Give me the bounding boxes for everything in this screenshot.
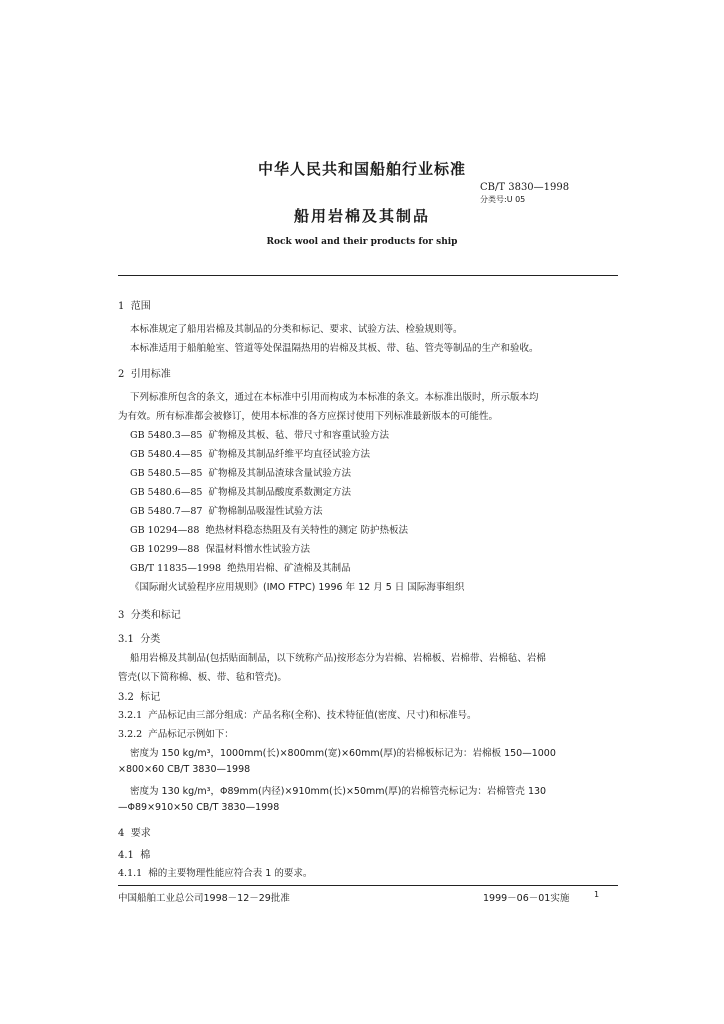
section-3-2-1-number: 3.2.1 [118,710,143,721]
reference-code: GB 5480.3—85 [130,430,203,441]
footer-divider [118,885,618,886]
reference-code: GB 5480.6—85 [130,487,203,498]
section-4-1-1 [118,865,312,879]
section-4-number: 4 [118,828,125,839]
header-divider [118,275,618,276]
reference-code: GB/T 11835—1998 [130,563,222,574]
reference-item [130,541,310,555]
reference-title: 绝热用岩棉、矿渣棉及其制品 [227,563,351,574]
standard-agency: 中华人民共和国船舶行业标准 [257,160,466,178]
standard-code: CB/T 3830—1998 [480,182,570,193]
section-1-para-1: 本标准规定了船用岩棉及其制品的分类和标记、要求、试验方法、检验规则等。 [130,324,463,335]
example-2-line-2: —Φ89×910×50 CB/T 3830—1998 [118,802,280,813]
section-2-title: 引用标准 [130,369,171,380]
section-1-heading [118,297,151,312]
section-3-number: 3 [118,610,125,621]
section-3-1-para-line-1: 船用岩棉及其制品(包括贴面制品，以下统称产品)按形态分为岩棉、岩棉板、岩棉带、岩棉毡、岩棉 [130,653,546,664]
section-4-1-1-text: 棉的主要物理性能应符合表 1 的要求。 [148,868,313,879]
section-3-2-1 [118,707,477,721]
reference-item [130,560,351,574]
section-3-2-2 [118,726,234,740]
section-2-intro-line-2: 为有效。所有标准都会被修订，使用本标准的各方应探讨使用下列标准最新版本的可能性。 [118,411,499,422]
example-1-line-2: ×800×60 CB/T 3830—1998 [118,764,251,775]
section-3-2-title: 标记 [140,692,161,703]
section-3-1-title: 分类 [140,634,161,645]
approval-date: 中国船舶工业总公司1998－12－29批准 [118,893,290,904]
section-4-1-heading [118,846,150,861]
section-2-number: 2 [118,369,125,380]
section-3-1-para-line-2: 管壳(以下简称棉、板、带、毡和管壳)。 [118,672,287,683]
implementation-date: 1999－06－01实施 [483,893,570,904]
reference-item [130,484,351,498]
section-3-2-2-text: 产品标记示例如下： [148,729,234,740]
reference-code: GB 5480.5—85 [130,468,203,479]
reference-title: 矿物棉及其板、毡、带尺寸和容重试验方法 [208,430,389,441]
reference-item [130,465,351,479]
section-1-title: 范围 [130,301,151,312]
reference-item [130,503,322,517]
reference-title: 矿物棉及其制品渣球含量试验方法 [208,468,351,479]
section-4-heading [118,824,151,839]
example-2-line-1: 密度为 130 kg/m³，Φ89mm(内径)×910mm(长)×50mm(厚)的岩棉管壳标记为：岩棉管壳 130 [130,786,547,797]
page-mark: 1 [594,890,600,899]
reference-item [130,427,389,441]
section-2-intro-line-1: 下列标准所包含的条文，通过在本标准中引用而构成为本标准的条文。本标准出版时，所示版本均 [130,392,539,403]
reference-code: GB 10299—88 [130,544,200,555]
section-4-1-title: 棉 [140,850,151,861]
section-4-1-number: 4.1 [118,850,134,861]
section-1-para-2: 本标准适用于船舶舱室、管道等处保温隔热用的岩棉及其板、带、毡、管壳等制品的生产和验收。 [130,343,539,354]
classification-number: 分类号:U 05 [480,195,526,204]
example-1-line-1: 密度为 150 kg/m³，1000mm(长)×800mm(宽)×60mm(厚)的岩棉板标记为：岩棉板 150—1000 [130,748,556,759]
section-1-number: 1 [118,301,125,312]
section-3-2-heading [118,688,160,703]
section-3-1-number: 3.1 [118,634,134,645]
section-3-2-number: 3.2 [118,692,134,703]
reference-item [130,446,370,460]
reference-imo: 《国际耐火试验程序应用规则》(IMO FTPC) 1996 年 12 月 5 日 国际海事组织 [130,582,465,593]
reference-code: GB 5480.4—85 [130,449,203,460]
section-3-title: 分类和标记 [130,610,181,621]
reference-title: 绝热材料稳态热阻及有关特性的测定 防护热板法 [205,525,408,536]
reference-title: 矿物棉及其制品纤维平均直径试验方法 [208,449,370,460]
document-title: 船用岩棉及其制品 [293,207,430,225]
document-title-english: Rock wool and their products for ship [266,237,458,247]
section-4-1-1-number: 4.1.1 [118,868,143,879]
section-3-1-heading [118,630,160,645]
reference-title: 矿物棉制品吸湿性试验方法 [208,506,323,517]
reference-code: GB 10294—88 [130,525,200,536]
section-3-2-2-number: 3.2.2 [118,729,143,740]
reference-title: 矿物棉及其制品酸度系数测定方法 [208,487,351,498]
section-3-heading [118,606,181,621]
section-3-2-1-text: 产品标记由三部分组成：产品名称(全称)、技术特征值(密度、尺寸)和标准号。 [148,710,477,721]
reference-title: 保温材料憎水性试验方法 [205,544,310,555]
reference-item [130,522,408,536]
section-2-heading [118,365,171,380]
reference-code: GB 5480.7—87 [130,506,203,517]
section-4-title: 要求 [130,828,151,839]
